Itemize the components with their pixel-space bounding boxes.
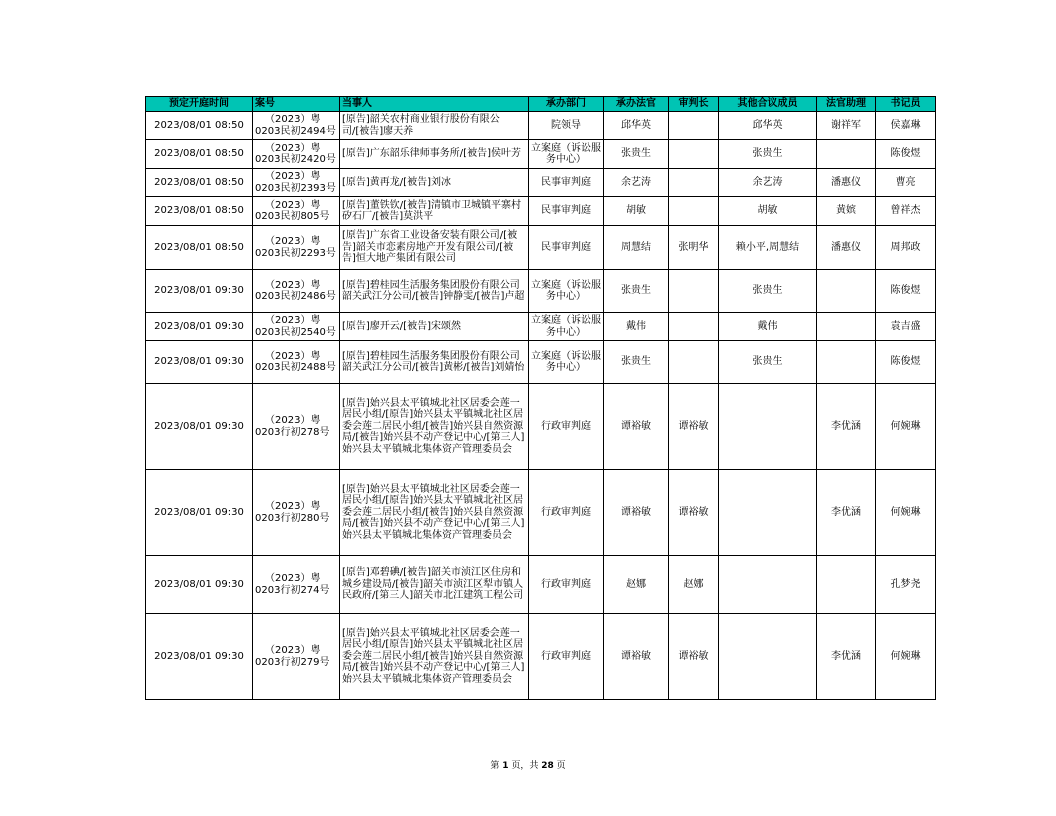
cell-time: 2023/08/01 08:50 [146, 226, 253, 270]
cell-case [253, 614, 340, 700]
cell-chief [669, 270, 719, 313]
cell-chief: 赵娜 [669, 556, 719, 614]
case-number: （2023）粤0203民初2488号 [255, 350, 336, 373]
case-number: （2023）粤0203民初2540号 [255, 315, 336, 338]
cell-members [719, 556, 817, 614]
cell-judge: 胡敏 [604, 197, 669, 226]
cell-chief [669, 313, 719, 341]
cell-judge: 余艺涛 [604, 169, 669, 197]
cell-assistant [817, 140, 876, 169]
case-number: （2023）粤0203民初2420号 [255, 142, 336, 165]
cell-dept: 行政审判庭 [529, 384, 604, 470]
cell-chief [669, 112, 719, 140]
cell-dept: 行政审判庭 [529, 556, 604, 614]
cell-case [253, 197, 340, 226]
cell-clerk: 陈俊煜 [876, 140, 936, 169]
cell-party: [原告]黄再龙/[被告]刘冰 [340, 169, 529, 197]
case-number: （2023）粤0203民初2486号 [255, 279, 336, 302]
cell-party: [原告]始兴县太平镇城北社区居委会莲一居民小组/[原告]始兴县太平镇城北社区居委会莲二居民小组/[被告]始兴县自然资源局/[被告]始兴县不动产登记中心/[第三人]始兴县太平镇城北集体资产管理委员会 [340, 614, 529, 700]
cell-time: 2023/08/01 09:30 [146, 313, 253, 341]
cell-party: [原告]碧桂园生活服务集团股份有限公司韶关武江分公司/[被告]钟静雯/[被告]卢超 [340, 270, 529, 313]
table-row [146, 197, 936, 226]
cell-case [253, 169, 340, 197]
cell-assistant: 李优涵 [817, 470, 876, 556]
cell-judge: 戴伟 [604, 313, 669, 341]
cell-clerk: 何婉琳 [876, 384, 936, 470]
cell-dept: 立案庭（诉讼服务中心） [529, 270, 604, 313]
cell-dept: 民事审判庭 [529, 226, 604, 270]
cell-assistant [817, 270, 876, 313]
table-row [146, 470, 936, 556]
table-row [146, 341, 936, 384]
header-members: 其他合议成员 [719, 97, 817, 112]
cell-dept: 立案庭（诉讼服务中心） [529, 341, 604, 384]
cell-members: 张贵生 [719, 341, 817, 384]
cell-case [253, 226, 340, 270]
cell-members: 余艺涛 [719, 169, 817, 197]
cell-members: 张贵生 [719, 270, 817, 313]
table-row [146, 270, 936, 313]
cell-assistant: 潘惠仪 [817, 169, 876, 197]
cell-party: [原告]董铁钦/[被告]清镇市卫城镇平寨村矽石厂/[被告]莫洪平 [340, 197, 529, 226]
table-row [146, 556, 936, 614]
footer-middle: 页，共 [508, 761, 542, 771]
cell-assistant [817, 313, 876, 341]
cell-assistant [817, 556, 876, 614]
cell-members: 赖小平,周慧结 [719, 226, 817, 270]
cell-chief: 张明华 [669, 226, 719, 270]
header-party: 当事人 [340, 97, 529, 112]
header-assistant: 法官助理 [817, 97, 876, 112]
cell-assistant: 潘惠仪 [817, 226, 876, 270]
cell-chief: 谭裕敏 [669, 470, 719, 556]
cell-time: 2023/08/01 09:30 [146, 470, 253, 556]
cell-clerk: 陈俊煜 [876, 341, 936, 384]
cell-case [253, 140, 340, 169]
cell-clerk: 何婉琳 [876, 470, 936, 556]
cell-judge: 张贵生 [604, 140, 669, 169]
cell-dept: 民事审判庭 [529, 169, 604, 197]
hearing-schedule-table [145, 96, 936, 700]
cell-members: 邱华英 [719, 112, 817, 140]
cell-case [253, 270, 340, 313]
cell-party: [原告]碧桂园生活服务集团股份有限公司韶关武江分公司/[被告]黄彬/[被告]刘婧怡 [340, 341, 529, 384]
header-judge: 承办法官 [604, 97, 669, 112]
table-row [146, 169, 936, 197]
cell-chief: 谭裕敏 [669, 614, 719, 700]
cell-members [719, 470, 817, 556]
cell-judge: 谭裕敏 [604, 384, 669, 470]
cell-assistant [817, 341, 876, 384]
page-number: 1 [502, 761, 509, 771]
cell-dept: 立案庭（诉讼服务中心） [529, 313, 604, 341]
header-clerk: 书记员 [876, 97, 936, 112]
table-row [146, 313, 936, 341]
table-row [146, 614, 936, 700]
page-footer [0, 758, 1056, 771]
cell-party: [原告]韶关农村商业银行股份有限公司/[被告]廖天养 [340, 112, 529, 140]
case-number: （2023）粤0203民初2293号 [255, 236, 336, 259]
cell-assistant: 黄嫔 [817, 197, 876, 226]
cell-case [253, 556, 340, 614]
table-row [146, 140, 936, 169]
cell-clerk: 侯嘉琳 [876, 112, 936, 140]
cell-case [253, 341, 340, 384]
case-number: （2023）粤0203民初805号 [255, 199, 330, 222]
case-number: （2023）粤0203民初2494号 [255, 114, 336, 137]
cell-chief [669, 341, 719, 384]
cell-case [253, 384, 340, 470]
table-row [146, 112, 936, 140]
case-number: （2023）粤0203行初280号 [255, 501, 330, 524]
cell-party: [原告]始兴县太平镇城北社区居委会莲一居民小组/[原告]始兴县太平镇城北社区居委会莲二居民小组/[被告]始兴县自然资源局/[被告]始兴县不动产登记中心/[第三人]始兴县太平镇城北集体资产管理委员会 [340, 384, 529, 470]
header-dept: 承办部门 [529, 97, 604, 112]
cell-judge: 邱华英 [604, 112, 669, 140]
cell-party: [原告]广东省工业设备安装有限公司/[被告]韶关市恋素房地产开发有限公司/[被告]恒大地产集团有限公司 [340, 226, 529, 270]
footer-prefix: 第 [490, 761, 503, 771]
cell-time: 2023/08/01 09:30 [146, 556, 253, 614]
cell-members [719, 614, 817, 700]
cell-clerk: 袁吉盛 [876, 313, 936, 341]
cell-assistant: 李优涵 [817, 384, 876, 470]
cell-judge: 周慧结 [604, 226, 669, 270]
cell-assistant: 谢祥军 [817, 112, 876, 140]
cell-chief: 谭裕敏 [669, 384, 719, 470]
cell-clerk: 陈俊煜 [876, 270, 936, 313]
cell-assistant: 李优涵 [817, 614, 876, 700]
cell-clerk: 何婉琳 [876, 614, 936, 700]
cell-dept: 立案庭（诉讼服务中心） [529, 140, 604, 169]
case-number: （2023）粤0203行初278号 [255, 415, 330, 438]
cell-dept: 行政审判庭 [529, 614, 604, 700]
cell-members [719, 384, 817, 470]
header-chief: 审判长 [669, 97, 719, 112]
cell-clerk: 孔梦尧 [876, 556, 936, 614]
header-row [146, 97, 936, 112]
cell-members: 戴伟 [719, 313, 817, 341]
cell-chief [669, 197, 719, 226]
cell-dept: 行政审判庭 [529, 470, 604, 556]
cell-time: 2023/08/01 08:50 [146, 169, 253, 197]
cell-members: 胡敏 [719, 197, 817, 226]
case-number: （2023）粤0203民初2393号 [255, 171, 336, 194]
cell-party: [原告]廖开云/[被告]宋颂然 [340, 313, 529, 341]
cell-chief [669, 140, 719, 169]
cell-party: [原告]始兴县太平镇城北社区居委会莲一居民小组/[原告]始兴县太平镇城北社区居委会莲二居民小组/[被告]始兴县自然资源局/[被告]始兴县不动产登记中心/[第三人]始兴县太平镇城北集体资产管理委员会 [340, 470, 529, 556]
cell-case [253, 313, 340, 341]
header-time: 预定开庭时间 [146, 97, 253, 112]
cell-party: [原告]广东韶乐律师事务所/[被告]侯叶芳 [340, 140, 529, 169]
case-number: （2023）粤0203行初279号 [255, 645, 330, 668]
cell-clerk: 周邦政 [876, 226, 936, 270]
cell-time: 2023/08/01 09:30 [146, 384, 253, 470]
header-case: 案号 [253, 97, 340, 112]
cell-time: 2023/08/01 08:50 [146, 140, 253, 169]
table-row [146, 384, 936, 470]
cell-judge: 谭裕敏 [604, 614, 669, 700]
case-number: （2023）粤0203行初274号 [255, 573, 330, 596]
cell-time: 2023/08/01 08:50 [146, 112, 253, 140]
cell-dept: 院领导 [529, 112, 604, 140]
cell-clerk: 曾祥杰 [876, 197, 936, 226]
table-row [146, 226, 936, 270]
cell-members: 张贵生 [719, 140, 817, 169]
cell-dept: 民事审判庭 [529, 197, 604, 226]
cell-case [253, 112, 340, 140]
cell-clerk: 曹亮 [876, 169, 936, 197]
cell-time: 2023/08/01 09:30 [146, 270, 253, 313]
cell-case [253, 470, 340, 556]
page-total: 28 [541, 761, 554, 771]
cell-time: 2023/08/01 08:50 [146, 197, 253, 226]
cell-party: [原告]邓碧碘/[被告]韶关市浈江区住房和城乡建设局/[被告]韶关市浈江区犁市镇人民政府/[第三人]韶关市北江建筑工程公司 [340, 556, 529, 614]
cell-judge: 张贵生 [604, 341, 669, 384]
cell-judge: 谭裕敏 [604, 470, 669, 556]
cell-time: 2023/08/01 09:30 [146, 614, 253, 700]
cell-time: 2023/08/01 09:30 [146, 341, 253, 384]
cell-judge: 赵娜 [604, 556, 669, 614]
cell-chief [669, 169, 719, 197]
cell-judge: 张贵生 [604, 270, 669, 313]
footer-suffix: 页 [553, 761, 566, 771]
